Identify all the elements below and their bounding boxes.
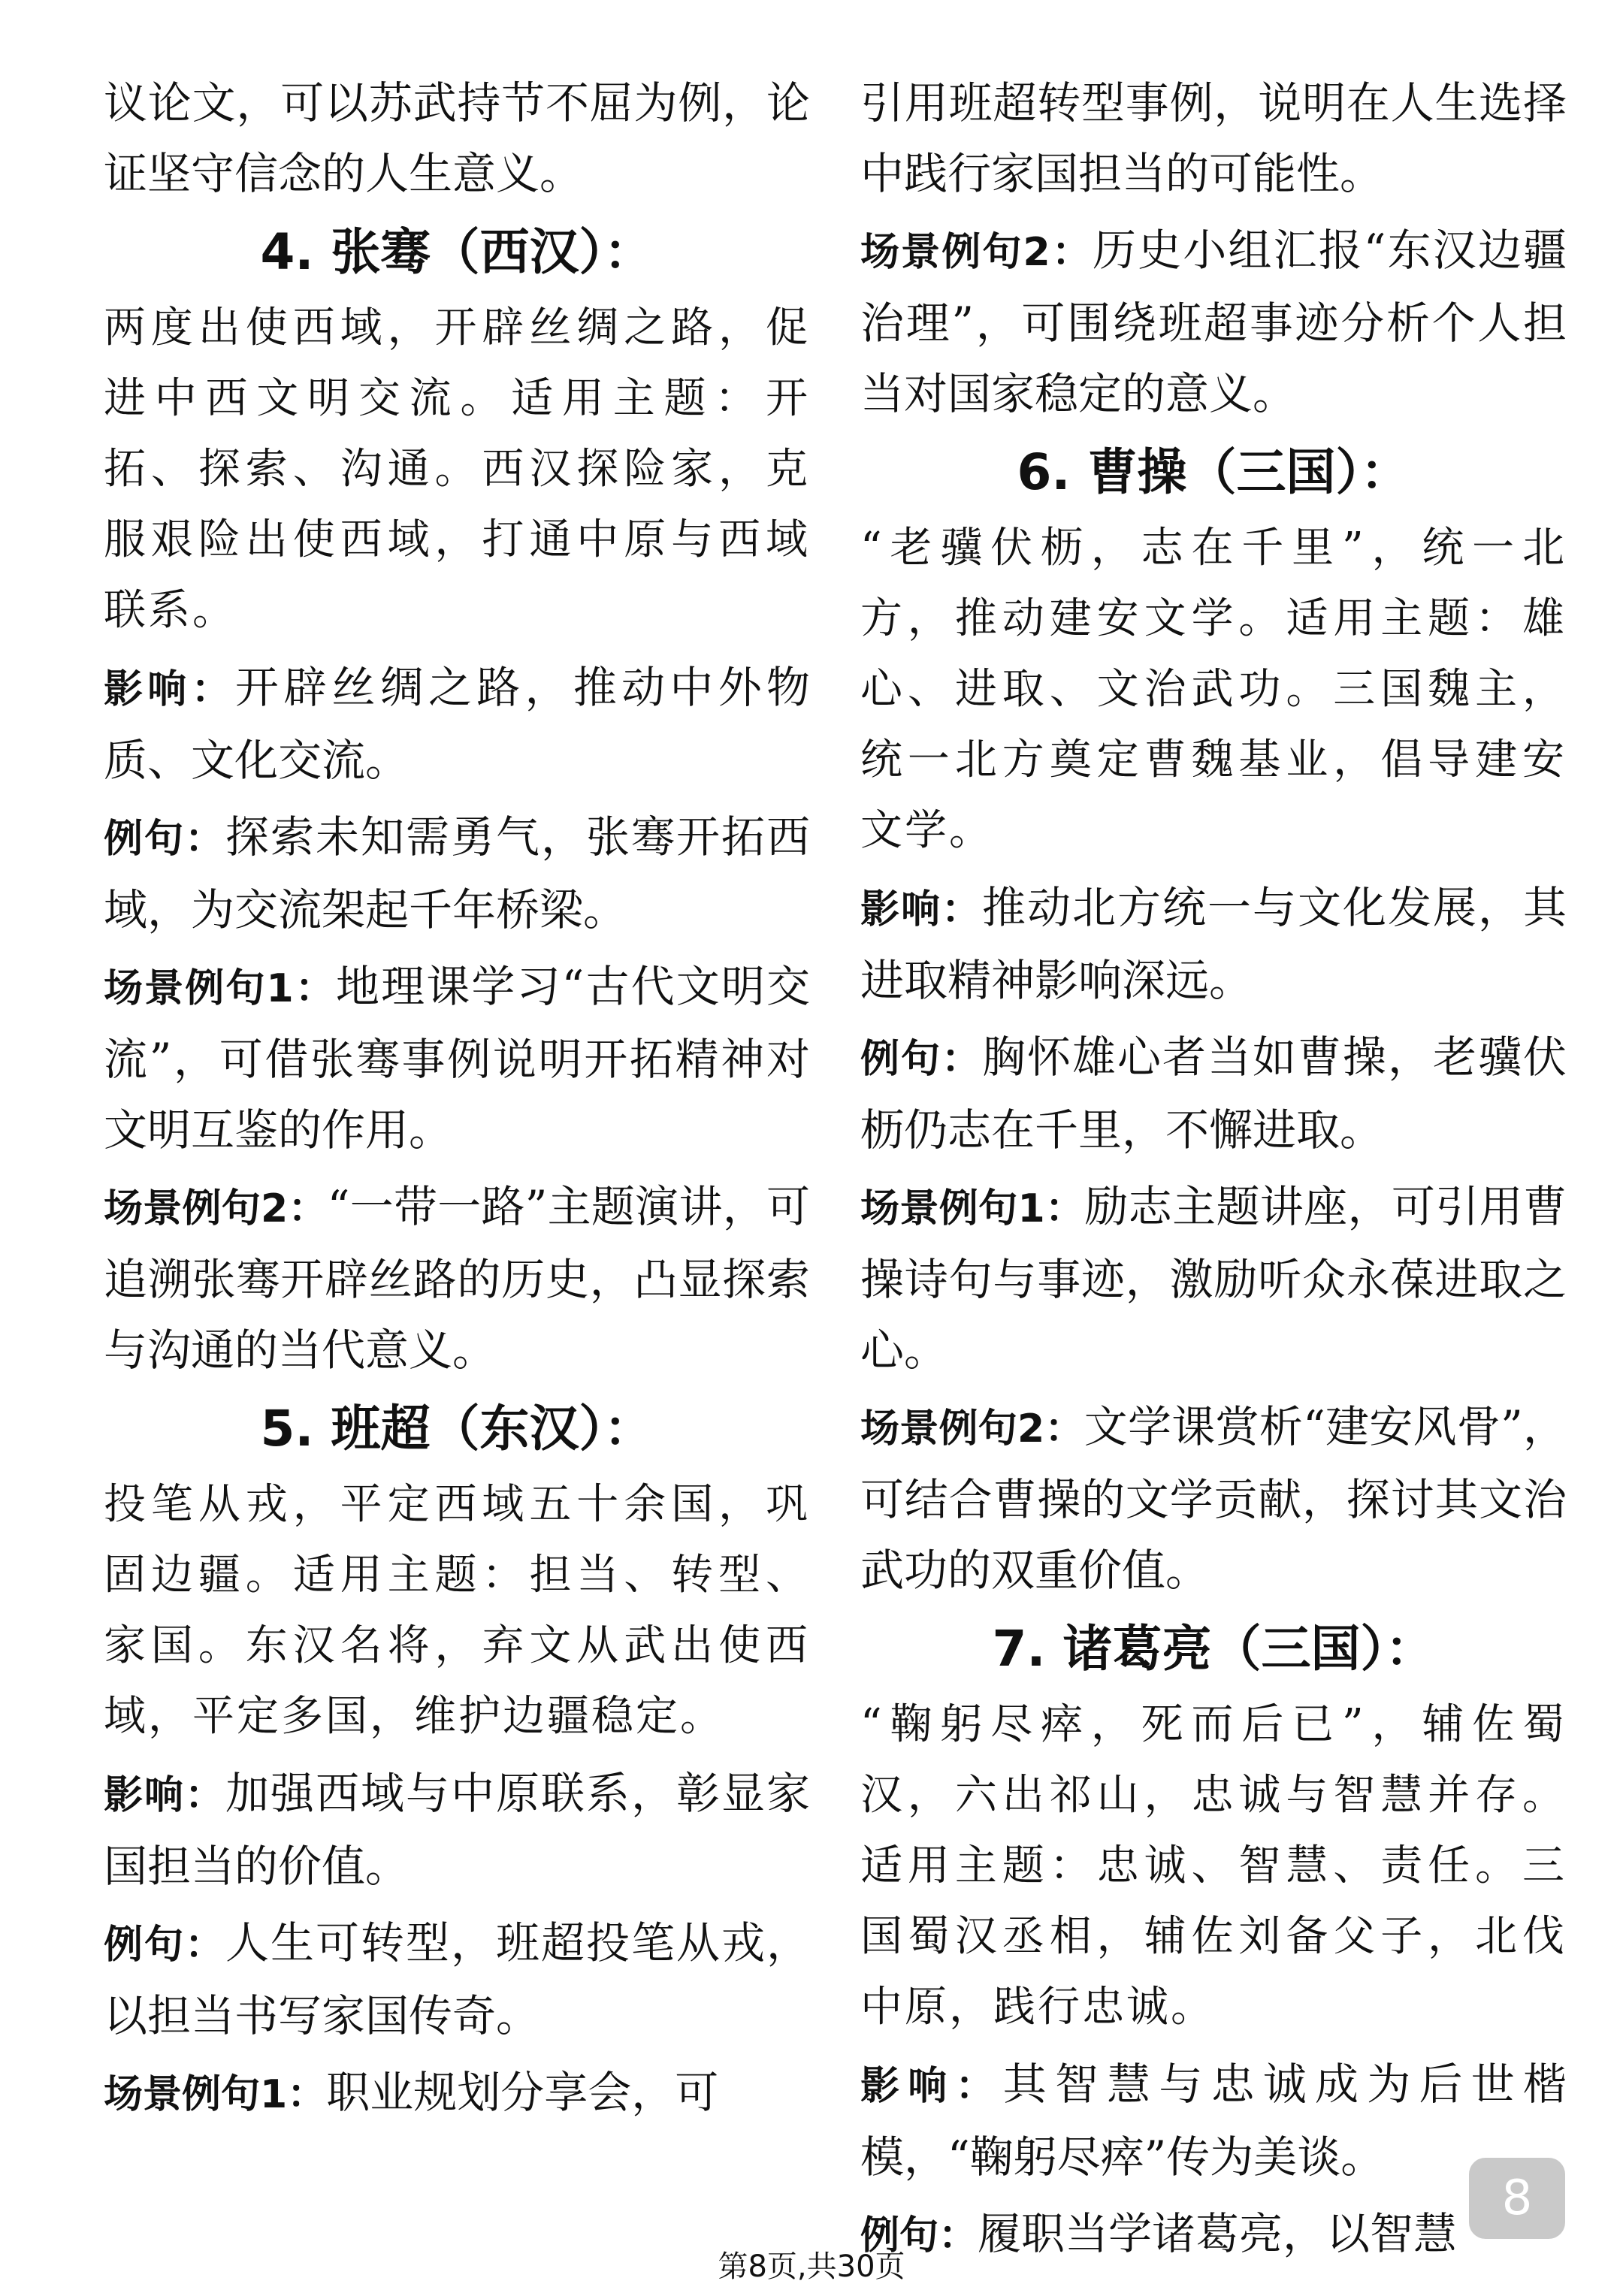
scene1-paragraph — [104, 2057, 810, 2130]
example-label: 例句： — [104, 1923, 225, 1968]
example-text: 探索未知需勇气，张骞开拓西域，为交流架起千年桥梁。 — [104, 811, 810, 935]
scene2-text: 历史小组汇报“东汉边疆治理”，可围绕班超事迹分析个人担当对国家稳定的意义。 — [860, 225, 1567, 419]
impact-text: 开辟丝绸之路，推动中外物质、文化交流。 — [104, 662, 810, 786]
impact-text: 加强西域与中原联系，彰显家国担当的价值。 — [104, 1768, 810, 1892]
continued-paragraph: 议论文，可以苏武持节不屈为例，论证坚守信念的人生意义。 — [104, 77, 810, 199]
scene2-paragraph — [860, 1391, 1567, 1606]
section-heading-cao-cao: 6. 曹操（三国）： — [1017, 443, 1410, 501]
scene2-text: 文学课赏析“建安风骨”，可结合曹操的文学贡献，探讨其文治武功的双重价值。 — [860, 1401, 1567, 1596]
scene2-paragraph — [104, 1171, 810, 1385]
impact-label: 影响： — [860, 887, 982, 932]
impact-text: 其智慧与忠诚成为后世楷模，“鞠躬尽瘁”传为美谈。 — [860, 2059, 1567, 2183]
scene2-paragraph — [860, 215, 1567, 429]
impact-label: 影响： — [860, 2064, 1003, 2109]
example-text: 胸怀雄心者当如曹操，老骥伏枥仍志在千里，不懈进取。 — [860, 1032, 1567, 1156]
scene1-text: 励志主题讲座，可引用曹操诗句与事迹，激励听众永葆进取之心。 — [860, 1181, 1567, 1376]
example-paragraph — [104, 802, 810, 945]
example-paragraph — [104, 1908, 810, 2051]
right-column — [860, 68, 1567, 2277]
section-intro: 投笔从戎，平定西域五十余国，巩固边疆。适用主题：担当、转型、家国。东汉名将，弃文从武出使西域，平定多国，维护边疆稳定。 — [104, 1480, 810, 1741]
scene2-label: 场景例句2： — [860, 1406, 1084, 1452]
impact-paragraph — [104, 652, 810, 796]
impact-text: 推动北方统一与文化发展，其进取精神影响深远。 — [860, 882, 1567, 1006]
example-label: 例句： — [104, 817, 225, 862]
scene1-label: 场景例句1： — [104, 2072, 327, 2117]
section-heading-ban-chao: 5. 班超（东汉）： — [260, 1400, 654, 1458]
scene1-text: 职业规划分享会，可 — [326, 2067, 719, 2118]
example-text: 人生可转型，班超投笔从戎，以担当书写家国传奇。 — [104, 1917, 810, 2041]
example-paragraph — [860, 1022, 1567, 1165]
example-label: 例句： — [860, 1037, 982, 1082]
section-heading-zhuge-liang: 7. 诸葛亮（三国）： — [992, 1620, 1435, 1678]
page-number-badge: 8 — [1469, 2158, 1565, 2239]
page-footer: 第8页,共30页 — [718, 2249, 905, 2284]
section-heading-zhang-qian: 4. 张骞（西汉）： — [260, 223, 654, 281]
scene1-paragraph — [860, 1171, 1567, 1385]
impact-label: 影响： — [104, 1773, 225, 1818]
scene2-text: “一带一路”主题演讲，可追溯张骞开辟丝路的历史，凸显探索与沟通的当代意义。 — [104, 1181, 810, 1376]
example-text: 履职当学诸葛亮，以智慧 — [978, 2208, 1458, 2259]
scene2-label: 场景例句2： — [104, 1186, 328, 1231]
impact-label: 影响： — [104, 667, 235, 712]
section-intro: 两度出使西域，开辟丝绸之路，促进中西文明交流。适用主题：开拓、探索、沟通。西汉探险家，克服艰险出使西域，打通中原与西域联系。 — [104, 304, 810, 635]
impact-paragraph — [104, 1758, 810, 1902]
scene1-paragraph — [104, 951, 810, 1165]
impact-paragraph — [860, 2049, 1567, 2192]
left-column — [104, 68, 810, 2136]
scene1-label: 场景例句1： — [860, 1186, 1085, 1231]
continued-paragraph: 引用班超转型事例，说明在人生选择中践行家国担当的可能性。 — [860, 77, 1567, 199]
impact-paragraph — [860, 872, 1567, 1016]
scene2-label: 场景例句2： — [860, 230, 1093, 275]
section-intro: “老骥伏枥，志在千里”，统一北方，推动建安文学。适用主题：雄心、进取、文治武功。三国魏主，统一北方奠定曹魏基业，倡导建安文学。 — [860, 524, 1567, 855]
scene1-label: 场景例句1： — [104, 966, 336, 1011]
scene1-text: 地理课学习“古代文明交流”，可借张骞事例说明开拓精神对文明互鉴的作用。 — [104, 961, 810, 1156]
section-intro: “鞠躬尽瘁，死而后已”，辅佐蜀汉，六出祁山，忠诚与智慧并存。适用主题：忠诚、智慧、责任。三国蜀汉丞相，辅佐刘备父子，北伐中原，践行忠诚。 — [860, 1700, 1567, 2032]
example-label: 例句： — [860, 2213, 978, 2258]
